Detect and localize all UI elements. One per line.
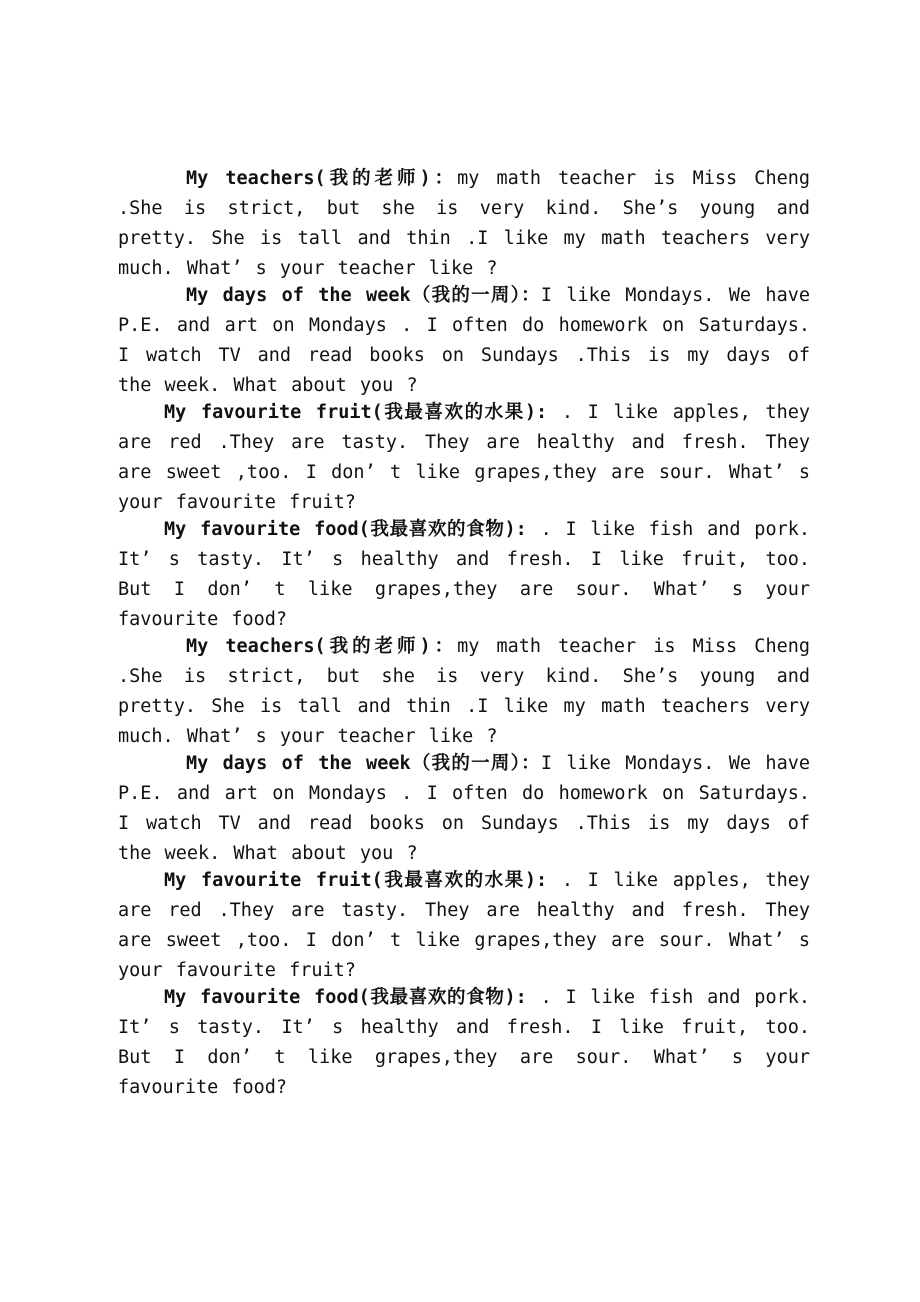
paragraph-teachers [118, 632, 810, 752]
paragraph-favourite-fruit [118, 866, 810, 986]
paragraph-heading: My favourite food(我最喜欢的食物): [164, 519, 527, 540]
paragraph-days-of-week [118, 281, 810, 401]
paragraph-heading: My days of the week（我的一周）： [186, 285, 541, 306]
paragraph-text: . I like fish and pork. It’ s tasty. It’ s healthy and fresh. I like fruit, too. But I don’ t like grapes,they are sour. What’ s your favourite food? [118, 987, 810, 1098]
paragraph-heading: My favourite food(我最喜欢的食物): [164, 987, 527, 1008]
paragraph-text: . I like apples, they are red .They are tasty. They are healthy and fresh. They are sweet ,too. I don’ t like grapes,they are sour. What’ s your favourite fruit? [118, 870, 810, 981]
paragraph-text: . I like apples, they are red .They are tasty. They are healthy and fresh. They are sweet ,too. I don’ t like grapes,they are sour. What’ s your favourite fruit? [118, 402, 810, 513]
paragraph-favourite-food [118, 515, 810, 635]
paragraph-text: I like Mondays. We have P.E. and art on Mondays . I often do homework on Saturdays. I watch TV and read books on Sundays .This is my days of the week. What about you ? [118, 285, 810, 396]
paragraph-text: my math teacher is Miss Cheng .She is strict, but she is very kind. She’s young and pretty. She is tall and thin .I like my math teachers very much. What’ s your teacher like ? [118, 636, 810, 747]
paragraph-days-of-week [118, 749, 810, 869]
paragraph-heading: My favourite fruit(我最喜欢的水果): [164, 870, 548, 891]
paragraph-favourite-fruit [118, 398, 810, 518]
paragraph-heading: My teachers(我的老师)： [186, 168, 458, 189]
paragraph-favourite-food [118, 983, 810, 1103]
paragraph-heading: My teachers(我的老师)： [186, 636, 458, 657]
paragraph-text: I like Mondays. We have P.E. and art on Mondays . I often do homework on Saturdays. I watch TV and read books on Sundays .This is my days of the week. What about you ? [118, 753, 810, 864]
document-body [118, 164, 810, 1103]
paragraph-teachers [118, 164, 810, 284]
paragraph-heading: My favourite fruit(我最喜欢的水果): [164, 402, 548, 423]
paragraph-text: . I like fish and pork. It’ s tasty. It’ s healthy and fresh. I like fruit, too. But I don’ t like grapes,they are sour. What’ s your favourite food? [118, 519, 810, 630]
paragraph-text: my math teacher is Miss Cheng .She is strict, but she is very kind. She’s young and pretty. She is tall and thin .I like my math teachers very much. What’ s your teacher like ? [118, 168, 810, 279]
paragraph-heading: My days of the week（我的一周）： [186, 753, 541, 774]
